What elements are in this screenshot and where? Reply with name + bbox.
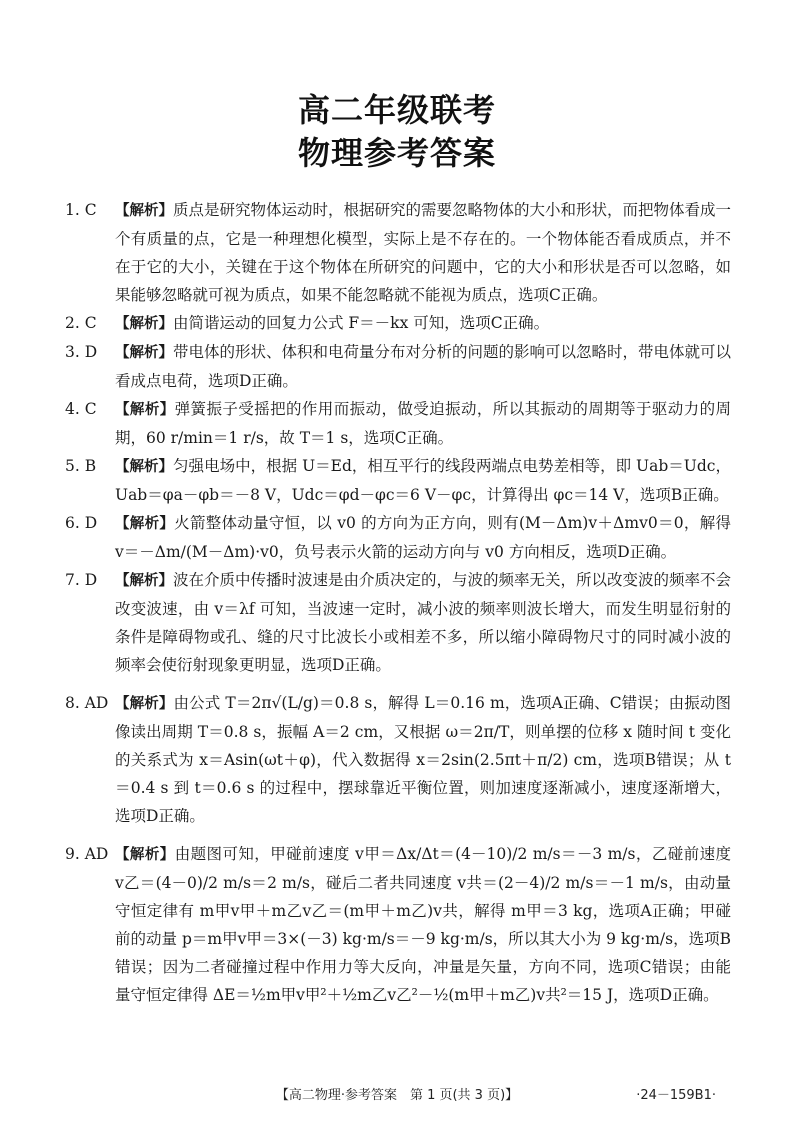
answer-number: 8. AD [65, 694, 109, 712]
answer-number: 2. C [65, 314, 97, 332]
analysis-tag: 【解析】 [115, 573, 173, 589]
answer-item-7 [65, 566, 731, 679]
answer-item-6 [65, 509, 731, 566]
analysis-tag: 【解析】 [115, 847, 175, 863]
footer-code: ·24－159B1· [636, 1088, 716, 1103]
answer-item-1 [65, 196, 731, 309]
answer-number: 1. C [65, 201, 97, 219]
answer-item-4 [65, 395, 731, 452]
analysis-tag: 【解析】 [115, 203, 173, 219]
analysis-tag: 【解析】 [115, 345, 173, 361]
answer-text: 带电体的形状、体积和电荷量分布对分析的问题的影响可以忽略时，带电体就可以看成点电荷，选项D正确。 [115, 343, 732, 390]
answer-item-3 [65, 338, 731, 395]
answer-text: 由公式 T＝2π√(L/g)＝0.8 s，解得 L＝0.16 m，选项A正确、C错误；由振动图像读出周期 T＝0.8 s，振幅 A＝2 cm，又根据 ω＝2π/T，则单摆的位移 x 随时间 t 变化的关系式为 x＝Asin(ωt＋φ)，代入数据得 x＝2sin(2.5πt＋π/2) cm，选项B错误；从 t＝0.4 s 到 t＝0.6 s 的过程中，摆球靠近平衡位置，则加速度逐渐减小，速度逐渐增大，选项D正确。 [115, 694, 731, 825]
answer-list [65, 196, 731, 1009]
answer-text: 质点是研究物体运动时，根据研究的需要忽略物体的大小和形状，而把物体看成一个有质量的点，它是一种理想化模型，实际上是不存在的。一个物体能否看成质点，并不在于它的大小，关键在于这个物体在所研究的问题中，它的大小和形状是否可以忽略，如果能够忽略就可视为质点，如果不能忽略就不能视为质点，选项C正确。 [115, 201, 732, 304]
answer-number: 5. B [65, 457, 97, 475]
answer-text: 弹簧振子受摇把的作用而振动，做受迫振动，所以其振动的周期等于驱动力的周期，60 r/min＝1 r/s，故 T＝1 s，选项C正确。 [115, 400, 731, 447]
answer-number: 9. AD [65, 845, 109, 863]
answer-number: 7. D [65, 571, 98, 589]
answer-item-8 [65, 689, 731, 830]
analysis-tag: 【解析】 [115, 316, 173, 332]
answer-text: 由题图可知，甲碰前速度 v甲＝Δx/Δt＝(4－10)/2 m/s＝－3 m/s，乙碰前速度 v乙＝(4－0)/2 m/s＝2 m/s，碰后二者共同速度 v共＝(2－4)/2 m/s＝－1 m/s，由动量守恒定律有 m甲v甲＋m乙v乙＝(m甲＋m乙)v共，解得 m甲＝3 kg，选项A正确；甲碰前的动量 p＝m甲v甲＝3×(－3) kg·m/s＝－9 kg·m/s，所以其大小为 9 kg·m/s，选项B错误；因为二者碰撞过程中作用力等大反向，冲量是矢量，方向不同，选项C错误；由能量守恒定律得 ΔE＝½m甲v甲²＋½m乙v乙²－½(m甲＋m乙)v共²＝15 J，选项D正确。 [115, 845, 732, 1004]
answer-text: 匀强电场中，根据 U＝Ed，相互平行的线段两端点电势差相等，即 Uab＝Udc，Uab＝φa－φb＝－8 V，Udc＝φd－φc＝6 V－φc，计算得出 φc＝14 V，选项B正确。 [115, 457, 731, 504]
analysis-tag: 【解析】 [115, 402, 175, 418]
footer-page-info: 【高二物理·参考答案 第 1 页(共 3 页)】 [275, 1088, 519, 1103]
analysis-tag: 【解析】 [115, 516, 175, 532]
analysis-tag: 【解析】 [115, 459, 174, 475]
answer-number: 3. D [65, 343, 98, 361]
document-subtitle: 物理参考答案 [297, 134, 496, 172]
analysis-tag: 【解析】 [115, 696, 174, 712]
answer-item-9 [65, 840, 731, 1009]
document-title: 高二年级联考 [297, 91, 496, 129]
answer-text: 由简谐运动的回复力公式 F＝－kx 可知，选项C正确。 [173, 314, 550, 332]
answer-number: 6. D [65, 514, 98, 532]
answer-text: 波在介质中传播时波速是由介质决定的，与波的频率无关，所以改变波的频率不会改变波速，由 v＝λf 可知，当波速一定时，减小波的频率则波长增大，而发生明显衍射的条件是障碍物或孔、缝的尺寸比波长小或相差不多，所以缩小障碍物尺寸的同时减小波的频率会使衍射现象更明显，选项D正确。 [115, 571, 732, 674]
answer-text: 火箭整体动量守恒，以 v0 的方向为正方向，则有(M－Δm)v＋Δmv0＝0，解得 v＝－Δm/(M－Δm)·v0，负号表示火箭的运动方向与 v0 方向相反，选项D正确。 [115, 514, 731, 561]
answer-item-2 [65, 309, 731, 338]
answer-item-5 [65, 452, 731, 509]
answer-number: 4. C [65, 400, 97, 418]
